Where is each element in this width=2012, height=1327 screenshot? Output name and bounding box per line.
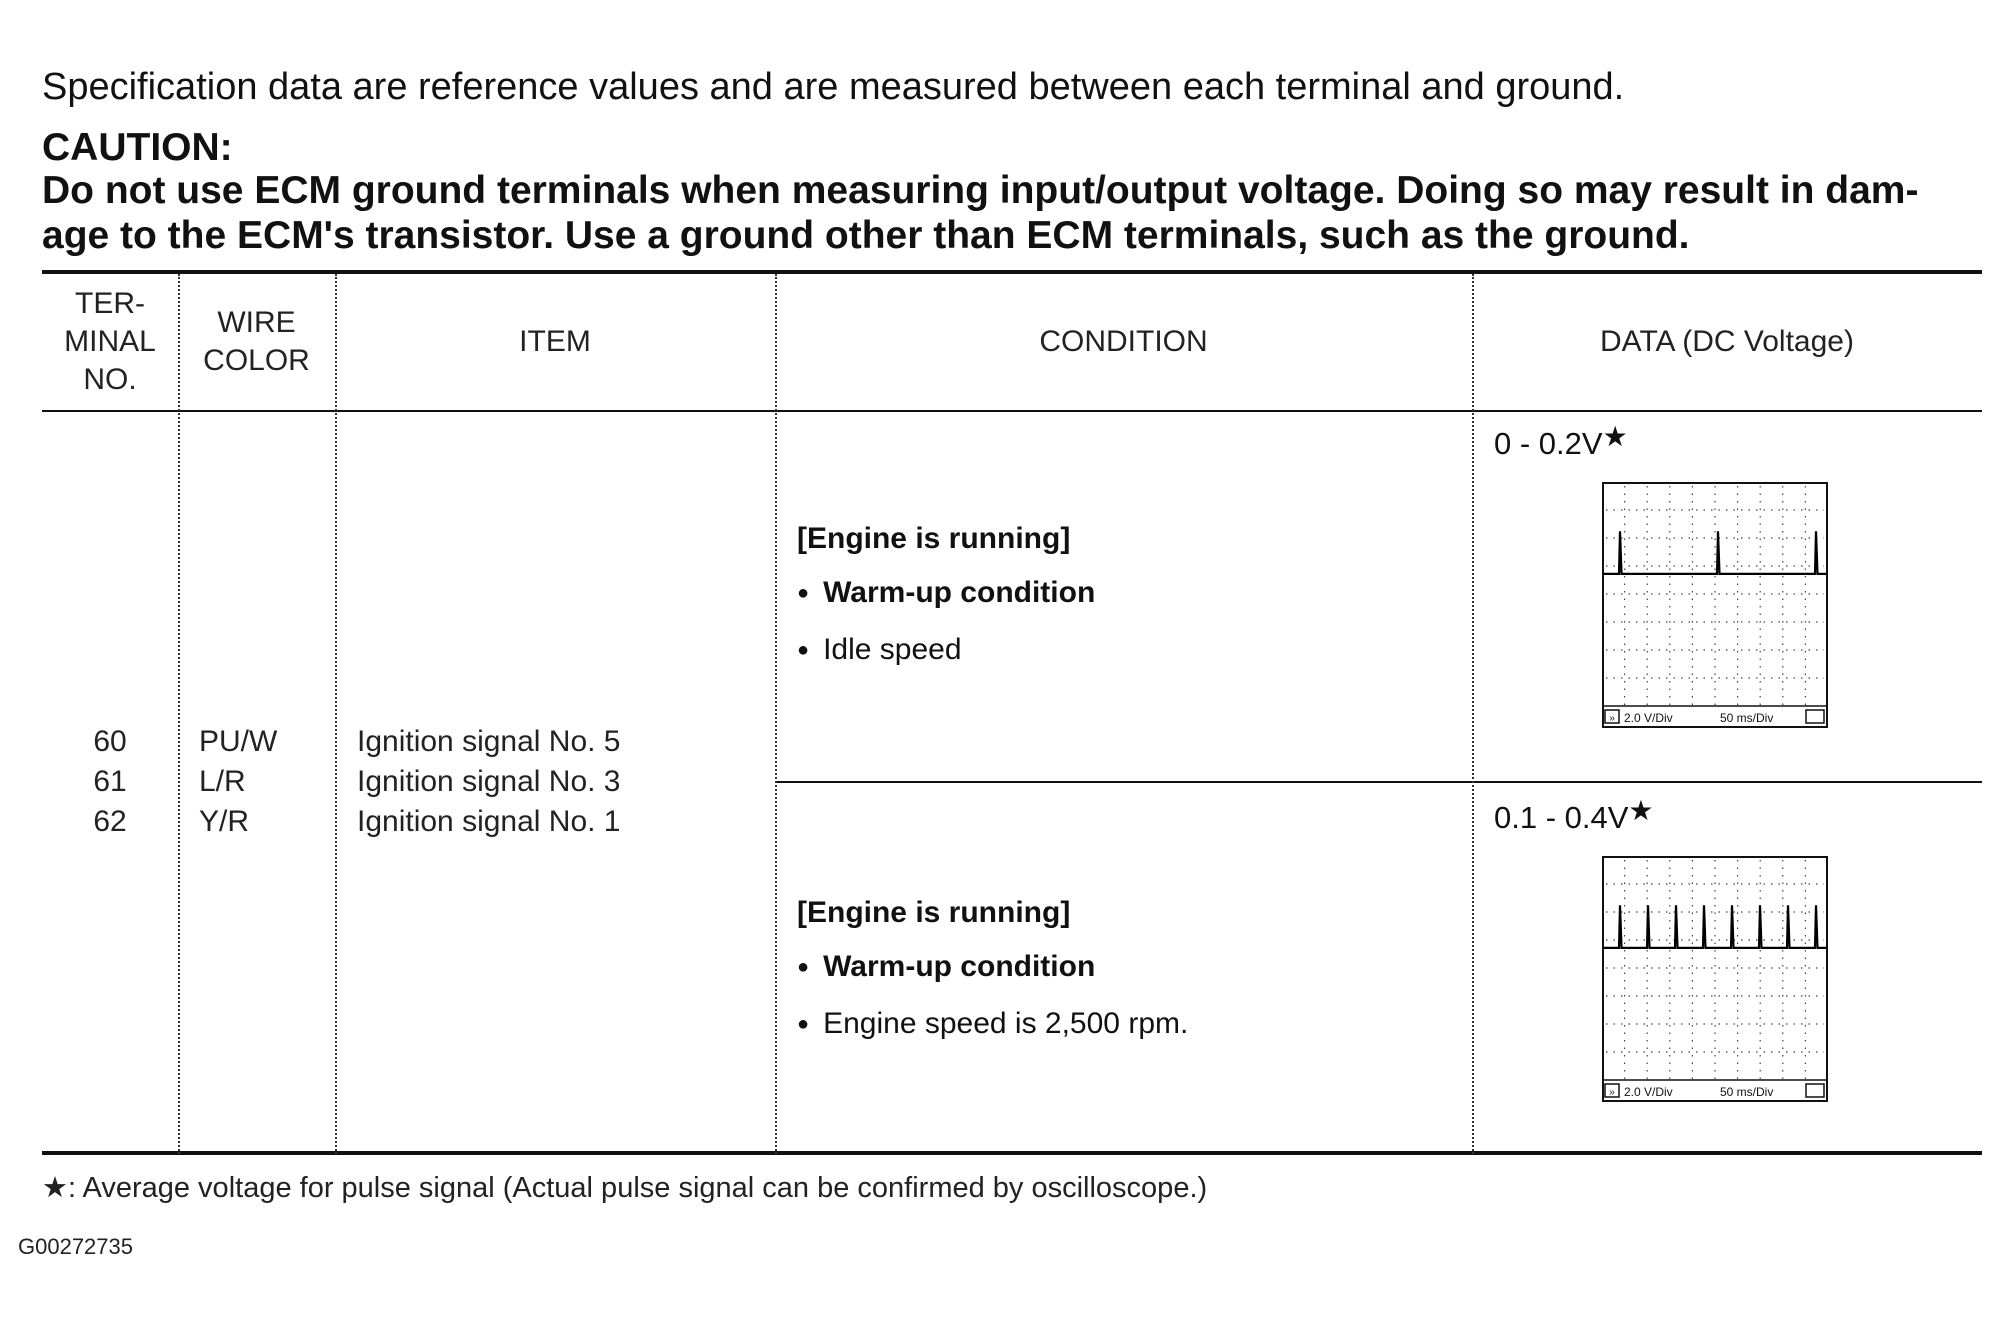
scope-volts-per-div: 2.0 V/Div (1624, 711, 1673, 725)
item-name: Ignition signal No. 1 (357, 805, 621, 838)
oscilloscope-waveform-2500rpm (1602, 856, 1828, 1102)
header-condition: CONDITION (1039, 324, 1208, 358)
scope-arrow-glyph: » (1609, 1087, 1615, 1098)
footnote: ★: Average voltage for pulse signal (Actual pulse signal can be confirmed by oscilloscope.) (42, 1172, 1208, 1204)
terminal-numbers (42, 722, 178, 842)
star-icon: ★ (1602, 421, 1628, 452)
header-item: ITEM (519, 324, 591, 358)
condition-bullet: ● Warm-up condition (797, 940, 1188, 997)
scope-frame (1603, 857, 1827, 1101)
caution-line-1: Do not use ECM ground terminals when measuring input/output voltage. Doing so may result in dam- (42, 169, 1919, 212)
condition-idle (797, 512, 1095, 680)
figure-id: G00272735 (18, 1234, 133, 1259)
condition-bullet: ● Warm-up condition (797, 566, 1095, 623)
wire-color: Y/R (199, 805, 250, 838)
condition-bullet: ● Idle speed (797, 623, 1095, 680)
scope-time-per-div: 50 ms/Div (1720, 1085, 1774, 1099)
scope-frame (1603, 483, 1827, 727)
item-name: Ignition signal No. 5 (357, 725, 621, 758)
terminal-number: 61 (93, 765, 127, 798)
scope-marker-box (1806, 1084, 1824, 1097)
oscilloscope-waveform-idle (1602, 482, 1828, 728)
terminal-number: 60 (93, 725, 127, 758)
header-data: DATA (DC Voltage) (1600, 324, 1854, 358)
voltage-value-idle: 0 - 0.2V★ (1494, 421, 1628, 461)
caution-line-2: age to the ECM's transistor. Use a ground other than ECM terminals, such as the ground. (42, 214, 1690, 257)
intro-text: Specification data are reference values and are measured between each terminal and ground. (42, 66, 1625, 108)
voltage-value-2500rpm: 0.1 - 0.4V★ (1494, 795, 1654, 835)
condition-2500rpm (797, 886, 1188, 1054)
scope-time-per-div: 50 ms/Div (1720, 711, 1774, 725)
wire-color: L/R (199, 765, 246, 798)
terminal-number: 62 (93, 805, 127, 838)
header-wire-color: WIRE COLOR (203, 305, 310, 377)
table-bottom-rule (42, 1151, 1982, 1155)
condition-divider (775, 781, 1982, 783)
caution-text (42, 168, 1982, 258)
spec-table (42, 270, 1982, 1155)
scope-marker-box (1806, 710, 1824, 723)
item-name: Ignition signal No. 3 (357, 765, 621, 798)
header-terminal: TER- MINAL NO. (64, 286, 156, 396)
star-icon: ★ (1628, 795, 1654, 826)
star-icon: ★ (42, 1172, 68, 1204)
condition-title: [Engine is running] (797, 522, 1071, 555)
condition-title: [Engine is running] (797, 896, 1071, 929)
condition-bullet: ● Engine speed is 2,500 rpm. (797, 997, 1188, 1054)
item-names (357, 722, 621, 842)
header-rule (42, 410, 1982, 412)
wire-color: PU/W (199, 725, 278, 758)
caution-heading: CAUTION: (42, 126, 233, 169)
scope-arrow-glyph: » (1609, 713, 1615, 724)
wire-colors (199, 722, 277, 842)
scope-volts-per-div: 2.0 V/Div (1624, 1085, 1673, 1099)
